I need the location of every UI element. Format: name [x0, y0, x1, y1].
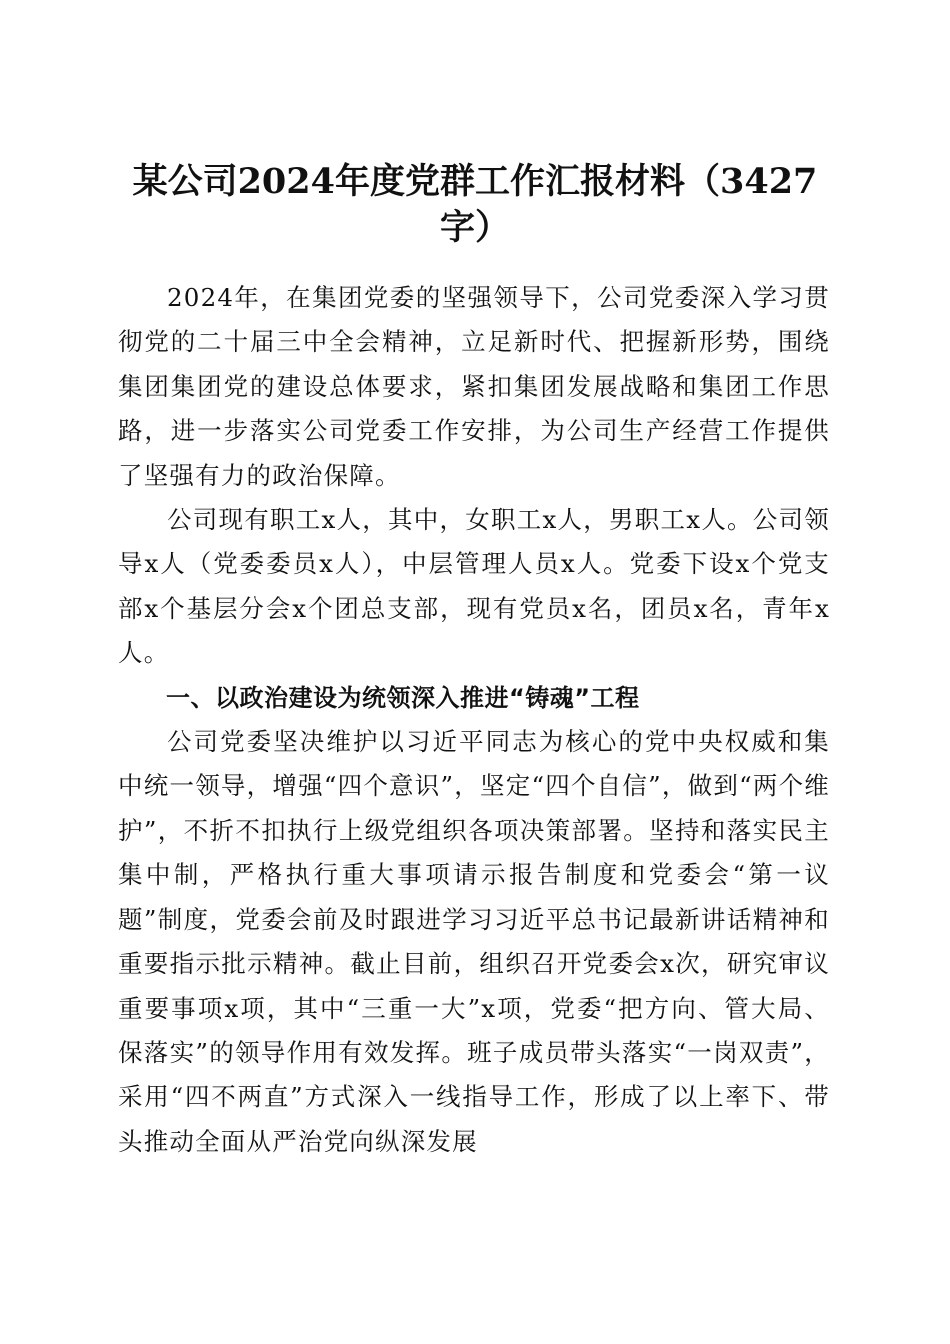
intro-paragraph: 2024年，在集团党委的坚强领导下，公司党委深入学习贯彻党的二十届三中全会精神，立足新时代、把握新形势，围绕集团集团党的建设总体要求，紧扣集团发展战略和集团工作思路，进一步落实公司党委工作安排，为公司生产经营工作提供了坚强有力的政治保障。 — [118, 283, 830, 490]
document-body — [118, 276, 830, 1164]
section-heading: 一、以政治建设为统领深入推进“铸魂”工程 — [166, 683, 640, 712]
document-title: 某公司2024年度党群工作汇报材料（3427字） — [132, 161, 818, 249]
staff-paragraph: 公司现有职工x人，其中，女职工x人，男职工x人。公司领导x人（党委委员x人），中层管理人员x人。党委下设x个党支部x个基层分会x个团总支部，现有党员x名，团员x名，青年x人。 — [118, 505, 830, 668]
section-paragraph: 公司党委坚决维护以习近平同志为核心的党中央权威和集中统一领导，增强“四个意识”，坚定“四个自信”，做到“两个维护”，不折不扣执行上级党组织各项决策部署。坚持和落实民主集中制，严格执行重大事项请示报告制度和党委会“第一议题”制度，党委会前及时跟进学习习近平总书记最新讲话精神和重要指示批示精神。截止目前，组织召开党委会x次，研究审议重要事项x项，其中“三重一大”x项，党委“把方向、管大局、保落实”的领导作用有效发挥。班子成员带头落实“一岗双责”，采用“四不两直”方式深入一线指导工作，形成了以上率下、带头推动全面从严治党向纵深发展 — [118, 727, 830, 1156]
